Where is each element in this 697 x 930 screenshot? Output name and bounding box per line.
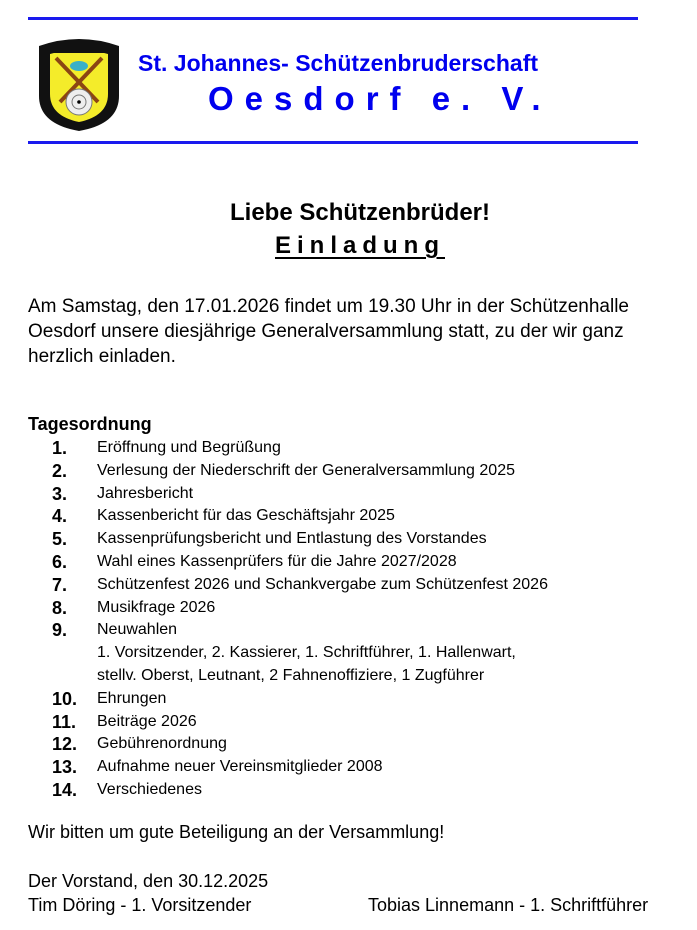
agenda-item <box>0 505 548 528</box>
agenda-item <box>0 756 548 779</box>
agenda-item-text: Kassenbericht für das Geschäftsjahr 2025 <box>97 507 395 525</box>
agenda-item-text: Neuwahlen <box>97 621 178 639</box>
agenda-item-text: Eröffnung und Begrüßung <box>97 439 281 456</box>
agenda-item <box>0 483 548 506</box>
agenda-item <box>0 711 548 734</box>
signoff: Der Vorstand, den 30.12.2025 <box>28 871 269 891</box>
closing-text: Wir bitten um gute Beteiligung an der Versammlung! <box>28 822 445 842</box>
agenda-item-number: 12. <box>52 734 78 755</box>
agenda-title: Tagesordnung <box>28 414 152 434</box>
header-top-rule <box>28 17 638 20</box>
agenda-item-text: Schützenfest 2026 und Schankvergabe zum Schützenfest 2026 <box>97 575 548 593</box>
heading-text: Einladung <box>275 232 445 259</box>
header-bottom-rule <box>28 141 638 144</box>
agenda-item <box>0 437 548 460</box>
agenda-item <box>0 574 548 597</box>
agenda-item-detail: 1. Vorsitzender, 2. Kassierer, 1. Schriftführer, 1. Hallenwart, <box>97 644 516 662</box>
agenda-item-text: Aufnahme neuer Vereinsmitglieder 2008 <box>97 758 383 776</box>
agenda-item-number: 7. <box>52 574 68 595</box>
signer-left: Tim Döring - 1. Vorsitzender <box>28 895 252 915</box>
agenda-item-number: 1. <box>52 438 68 458</box>
agenda-item-number: 14. <box>52 779 78 800</box>
signer-right: Tobias Linnemann - 1. Schriftführer <box>368 895 649 915</box>
agenda-item-number: 5. <box>52 529 68 550</box>
agenda-item <box>0 619 548 687</box>
heading <box>0 232 697 260</box>
agenda-item <box>0 779 548 802</box>
agenda-item-text: Verschiedenes <box>97 780 202 798</box>
greeting: Liebe Schützenbrüder! <box>229 199 491 226</box>
agenda-item-text: Gebührenordnung <box>97 735 227 753</box>
agenda-item-number: 4. <box>52 506 68 527</box>
agenda-item-text: Musikfrage 2026 <box>97 598 216 616</box>
agenda-item-number: 10. <box>52 688 78 709</box>
agenda-item-number: 2. <box>52 460 68 481</box>
agenda-item <box>0 460 548 483</box>
agenda-item <box>0 528 548 551</box>
agenda-item-number: 6. <box>52 551 68 572</box>
agenda-item-number: 3. <box>52 483 68 504</box>
agenda-item-text: Wahl eines Kassenprüfers für die Jahre 2027/2028 <box>97 552 457 570</box>
club-town: Oesdorf e. V. <box>208 80 552 117</box>
agenda-item <box>0 597 548 620</box>
agenda-item-text: Jahresbericht <box>97 484 194 502</box>
agenda-item-text: Verlesung der Niederschrift der Generalversammlung 2025 <box>97 461 515 479</box>
agenda-item-text: Beiträge 2026 <box>97 712 197 730</box>
agenda-item-number: 13. <box>52 757 78 778</box>
agenda-item-text: Ehrungen <box>97 689 167 707</box>
agenda-item-number: 8. <box>52 597 68 618</box>
agenda-item-text: Kassenprüfungsbericht und Entlastung des Vorstandes <box>97 530 487 548</box>
agenda-item-detail: stellv. Oberst, Leutnant, 2 Fahnenoffiziere, 1 Zugführer <box>97 666 485 684</box>
agenda-item-number: 11. <box>52 711 77 732</box>
agenda-list <box>0 437 548 802</box>
agenda-item <box>0 688 548 711</box>
club-logo <box>36 36 122 132</box>
agenda-item-number: 9. <box>52 620 68 641</box>
agenda-item <box>0 733 548 756</box>
agenda-item <box>0 551 548 574</box>
club-name: St. Johannes- Schützenbruderschaft <box>138 50 539 76</box>
intro-paragraph: Am Samstag, den 17.01.2026 findet um 19.30 Uhr in der Schützenhalle Oesdorf unsere diesjährige Generalversammlung statt, zu der wir ganz herzlich einladen. <box>28 296 629 367</box>
